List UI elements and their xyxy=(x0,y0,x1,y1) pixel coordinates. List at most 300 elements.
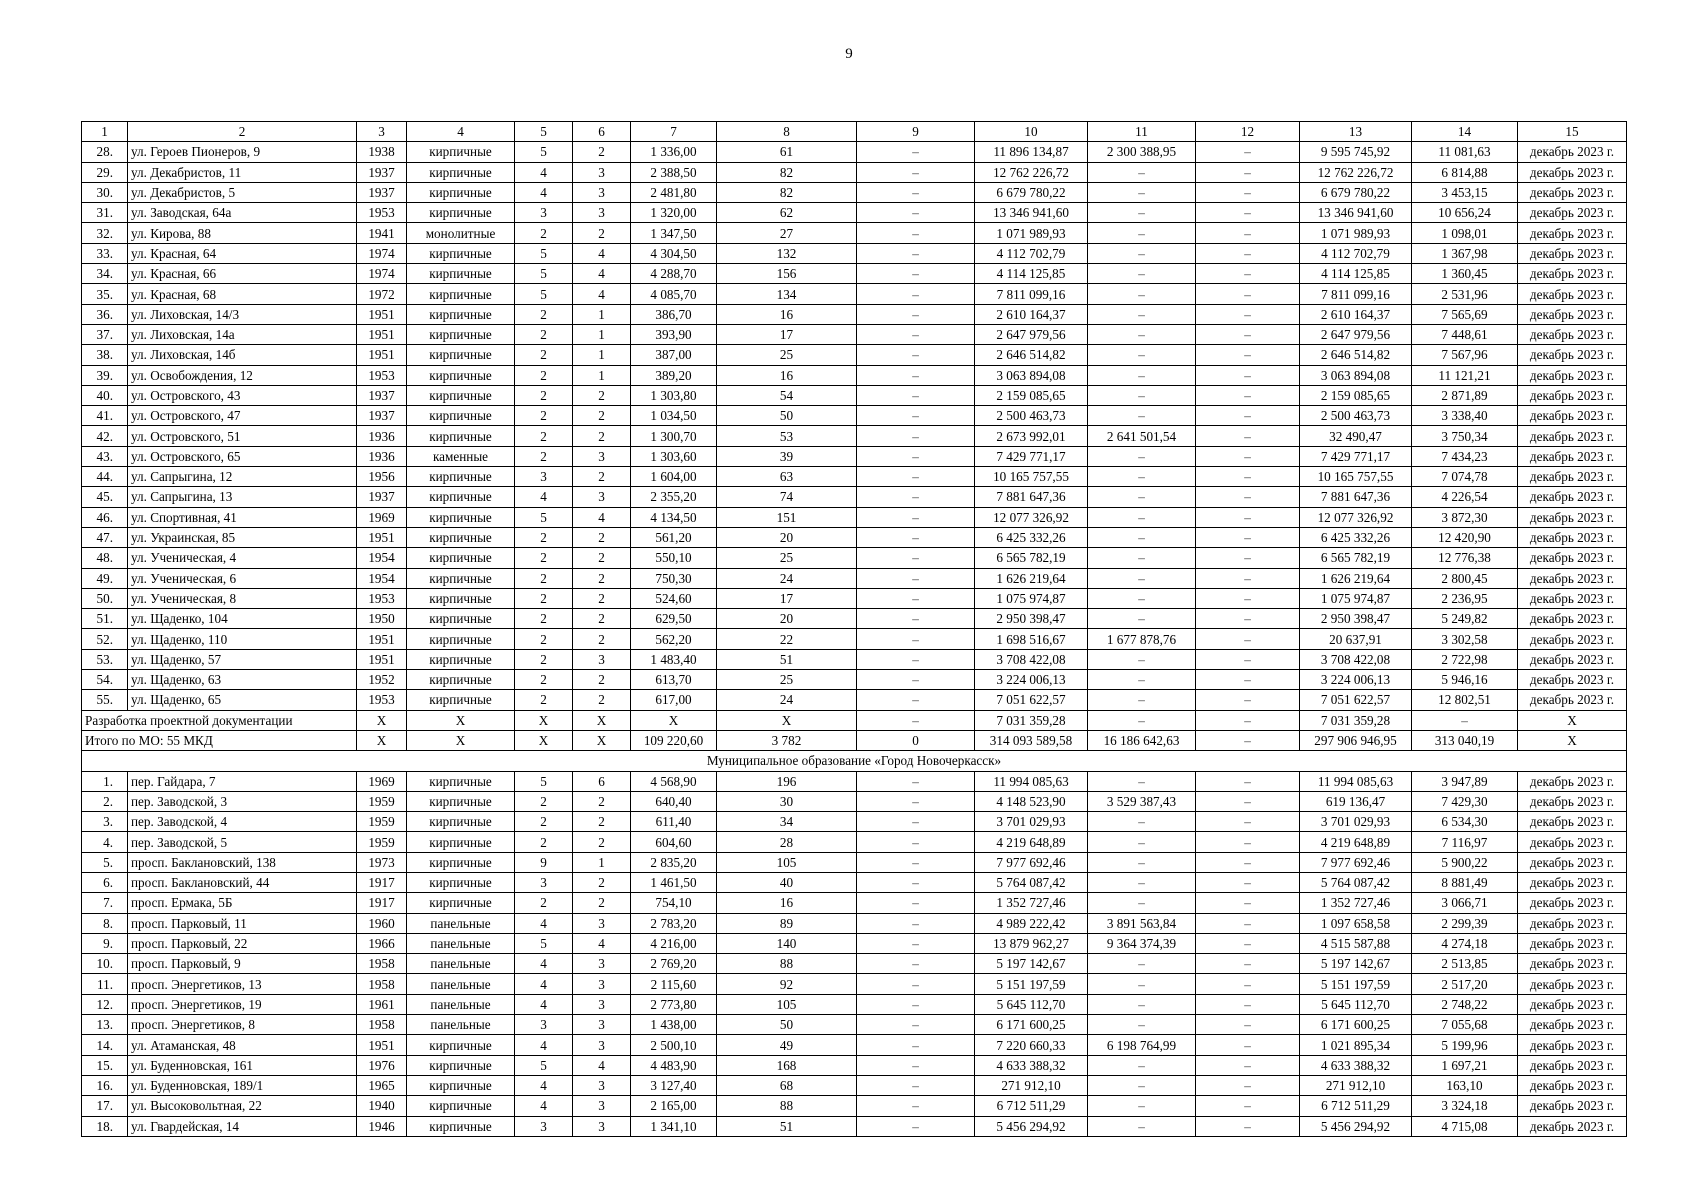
cell-c13: 3 701 029,93 xyxy=(1300,812,1412,832)
cell-area: 629,50 xyxy=(631,609,717,629)
cell-address: ул. Ученическая, 4 xyxy=(128,548,357,568)
cell-c9: – xyxy=(857,548,975,568)
column-number-header: 8 xyxy=(717,122,857,142)
table-row xyxy=(82,791,1627,811)
cell-deadline: декабрь 2023 г. xyxy=(1518,832,1627,852)
cell-material: кирпичные xyxy=(407,1075,515,1095)
cell-c13: 2 646 514,82 xyxy=(1300,345,1412,365)
cell-n: 51. xyxy=(82,609,128,629)
cell-deadline: декабрь 2023 г. xyxy=(1518,1055,1627,1075)
cell-floors: 2 xyxy=(515,812,573,832)
summary-cell: 109 220,60 xyxy=(631,730,717,750)
cell-c11: – xyxy=(1088,588,1196,608)
cell-floors: 2 xyxy=(515,223,573,243)
cell-cost: 2 647 979,56 xyxy=(975,324,1088,344)
cell-cost: 5 456 294,92 xyxy=(975,1116,1088,1136)
cell-deadline: декабрь 2023 г. xyxy=(1518,791,1627,811)
cell-year: 1960 xyxy=(357,913,407,933)
cell-c9: – xyxy=(857,142,975,162)
cell-c9: – xyxy=(857,365,975,385)
cell-residents: 62 xyxy=(717,203,857,223)
table-row xyxy=(82,832,1627,852)
cell-deadline: декабрь 2023 г. xyxy=(1518,507,1627,527)
cell-n: 31. xyxy=(82,203,128,223)
cell-c13: 5 764 087,42 xyxy=(1300,872,1412,892)
cell-area: 389,20 xyxy=(631,365,717,385)
cell-cost: 5 764 087,42 xyxy=(975,872,1088,892)
cell-year: 1976 xyxy=(357,1055,407,1075)
cell-cost: 4 148 523,90 xyxy=(975,791,1088,811)
cell-per-m2: 6 814,88 xyxy=(1412,162,1518,182)
cell-floors: 5 xyxy=(515,243,573,263)
cell-year: 1958 xyxy=(357,954,407,974)
cell-year: 1974 xyxy=(357,264,407,284)
cell-material: кирпичные xyxy=(407,182,515,202)
cell-address: ул. Спортивная, 41 xyxy=(128,507,357,527)
table-row xyxy=(82,629,1627,649)
cell-c9: – xyxy=(857,1035,975,1055)
cell-address: ул. Высоковольтная, 22 xyxy=(128,1096,357,1116)
cell-c13: 2 950 398,47 xyxy=(1300,609,1412,629)
cell-address: просп. Энергетиков, 8 xyxy=(128,1015,357,1035)
cell-entrances: 6 xyxy=(573,771,631,791)
cell-address: просп. Парковый, 22 xyxy=(128,933,357,953)
cell-n: 36. xyxy=(82,304,128,324)
cell-n: 9. xyxy=(82,933,128,953)
cell-c13: 12 077 326,92 xyxy=(1300,507,1412,527)
cell-c12: – xyxy=(1196,588,1300,608)
cell-year: 1951 xyxy=(357,629,407,649)
cell-c9: – xyxy=(857,812,975,832)
cell-address: просп. Парковый, 9 xyxy=(128,954,357,974)
cell-year: 1950 xyxy=(357,609,407,629)
cell-area: 613,70 xyxy=(631,670,717,690)
cell-area: 750,30 xyxy=(631,568,717,588)
cell-address: ул. Щаденко, 104 xyxy=(128,609,357,629)
cell-cost: 1 352 727,46 xyxy=(975,893,1088,913)
cell-n: 32. xyxy=(82,223,128,243)
summary-cell: – xyxy=(1196,710,1300,730)
cell-n: 10. xyxy=(82,954,128,974)
cell-c9: – xyxy=(857,527,975,547)
cell-floors: 4 xyxy=(515,954,573,974)
cell-c13: 6 565 782,19 xyxy=(1300,548,1412,568)
cell-per-m2: 1 098,01 xyxy=(1412,223,1518,243)
cell-material: панельные xyxy=(407,913,515,933)
cell-per-m2: 3 750,34 xyxy=(1412,426,1518,446)
cell-year: 1952 xyxy=(357,670,407,690)
column-number-header: 1 xyxy=(82,122,128,142)
cell-c9: – xyxy=(857,954,975,974)
cell-residents: 151 xyxy=(717,507,857,527)
cell-residents: 16 xyxy=(717,304,857,324)
cell-year: 1958 xyxy=(357,1015,407,1035)
cell-area: 2 355,20 xyxy=(631,487,717,507)
table-row xyxy=(82,345,1627,365)
cell-per-m2: 12 776,38 xyxy=(1412,548,1518,568)
cell-year: 1959 xyxy=(357,791,407,811)
cell-deadline: декабрь 2023 г. xyxy=(1518,812,1627,832)
cell-address: пер. Заводской, 3 xyxy=(128,791,357,811)
cell-cost: 13 879 962,27 xyxy=(975,933,1088,953)
cell-residents: 105 xyxy=(717,994,857,1014)
cell-per-m2: 12 802,51 xyxy=(1412,690,1518,710)
cell-deadline: декабрь 2023 г. xyxy=(1518,487,1627,507)
cell-c11: – xyxy=(1088,832,1196,852)
cell-per-m2: 5 946,16 xyxy=(1412,670,1518,690)
table-row xyxy=(82,284,1627,304)
cell-c13: 6 171 600,25 xyxy=(1300,1015,1412,1035)
cell-c12: – xyxy=(1196,771,1300,791)
cell-address: ул. Кирова, 88 xyxy=(128,223,357,243)
cell-residents: 49 xyxy=(717,1035,857,1055)
cell-address: ул. Щаденко, 63 xyxy=(128,670,357,690)
cell-c9: – xyxy=(857,1055,975,1075)
cell-area: 2 773,80 xyxy=(631,994,717,1014)
cell-deadline: декабрь 2023 г. xyxy=(1518,304,1627,324)
cell-material: кирпичные xyxy=(407,467,515,487)
cell-per-m2: 2 299,39 xyxy=(1412,913,1518,933)
cell-year: 1959 xyxy=(357,832,407,852)
cell-residents: 17 xyxy=(717,324,857,344)
cell-material: кирпичные xyxy=(407,670,515,690)
cell-material: кирпичные xyxy=(407,832,515,852)
table-row xyxy=(82,507,1627,527)
cell-floors: 2 xyxy=(515,629,573,649)
column-number-header: 6 xyxy=(573,122,631,142)
cell-n: 40. xyxy=(82,385,128,405)
cell-area: 640,40 xyxy=(631,791,717,811)
cell-area: 4 134,50 xyxy=(631,507,717,527)
cell-per-m2: 7 567,96 xyxy=(1412,345,1518,365)
cell-per-m2: 3 453,15 xyxy=(1412,182,1518,202)
cell-area: 1 034,50 xyxy=(631,406,717,426)
summary-cell: 16 186 642,63 xyxy=(1088,730,1196,750)
cell-c11: – xyxy=(1088,771,1196,791)
cell-per-m2: 2 748,22 xyxy=(1412,994,1518,1014)
cell-year: 1959 xyxy=(357,812,407,832)
cell-cost: 7 881 647,36 xyxy=(975,487,1088,507)
cell-address: ул. Красная, 66 xyxy=(128,264,357,284)
cell-c11: – xyxy=(1088,182,1196,202)
cell-entrances: 4 xyxy=(573,284,631,304)
cell-material: кирпичные xyxy=(407,527,515,547)
cell-c13: 3 063 894,08 xyxy=(1300,365,1412,385)
cell-c11: – xyxy=(1088,507,1196,527)
cell-floors: 3 xyxy=(515,872,573,892)
cell-area: 2 165,00 xyxy=(631,1096,717,1116)
page-number: 9 xyxy=(845,46,853,62)
table-row xyxy=(82,365,1627,385)
cell-entrances: 2 xyxy=(573,791,631,811)
cell-entrances: 1 xyxy=(573,324,631,344)
cell-c12: – xyxy=(1196,893,1300,913)
cell-floors: 2 xyxy=(515,609,573,629)
cell-floors: 5 xyxy=(515,284,573,304)
cell-c9: – xyxy=(857,426,975,446)
cell-c9: – xyxy=(857,974,975,994)
cell-cost: 6 171 600,25 xyxy=(975,1015,1088,1035)
cell-n: 12. xyxy=(82,994,128,1014)
cell-entrances: 3 xyxy=(573,446,631,466)
cell-per-m2: 11 121,21 xyxy=(1412,365,1518,385)
cell-c13: 20 637,91 xyxy=(1300,629,1412,649)
cell-c12: – xyxy=(1196,670,1300,690)
cell-residents: 25 xyxy=(717,345,857,365)
cell-c9: – xyxy=(857,385,975,405)
cell-cost: 4 219 648,89 xyxy=(975,832,1088,852)
cell-cost: 7 051 622,57 xyxy=(975,690,1088,710)
table-row xyxy=(82,812,1627,832)
cell-c11: – xyxy=(1088,345,1196,365)
cell-c11: – xyxy=(1088,1116,1196,1136)
cell-cost: 4 114 125,85 xyxy=(975,264,1088,284)
cell-floors: 2 xyxy=(515,527,573,547)
cell-material: кирпичные xyxy=(407,264,515,284)
table-row xyxy=(82,142,1627,162)
cell-residents: 88 xyxy=(717,1096,857,1116)
cell-per-m2: 5 249,82 xyxy=(1412,609,1518,629)
cell-floors: 2 xyxy=(515,385,573,405)
cell-residents: 17 xyxy=(717,588,857,608)
cell-deadline: декабрь 2023 г. xyxy=(1518,223,1627,243)
table-row xyxy=(82,1035,1627,1055)
cell-c11: – xyxy=(1088,446,1196,466)
cell-c12: – xyxy=(1196,487,1300,507)
cell-c11: – xyxy=(1088,1055,1196,1075)
cell-c12: – xyxy=(1196,629,1300,649)
cell-c12: – xyxy=(1196,974,1300,994)
cell-c13: 1 097 658,58 xyxy=(1300,913,1412,933)
cell-deadline: декабрь 2023 г. xyxy=(1518,1015,1627,1035)
cell-residents: 82 xyxy=(717,182,857,202)
cell-area: 2 783,20 xyxy=(631,913,717,933)
cell-deadline: декабрь 2023 г. xyxy=(1518,588,1627,608)
cell-material: кирпичные xyxy=(407,812,515,832)
cell-per-m2: 1 697,21 xyxy=(1412,1055,1518,1075)
cell-year: 1937 xyxy=(357,385,407,405)
cell-year: 1953 xyxy=(357,690,407,710)
cell-n: 7. xyxy=(82,893,128,913)
cell-n: 48. xyxy=(82,548,128,568)
cell-entrances: 3 xyxy=(573,974,631,994)
cell-c13: 1 626 219,64 xyxy=(1300,568,1412,588)
cell-material: кирпичные xyxy=(407,1116,515,1136)
cell-residents: 156 xyxy=(717,264,857,284)
cell-floors: 2 xyxy=(515,345,573,365)
cell-per-m2: 5 900,22 xyxy=(1412,852,1518,872)
summary-cell: X xyxy=(357,710,407,730)
cell-floors: 2 xyxy=(515,324,573,344)
cell-year: 1972 xyxy=(357,284,407,304)
cell-per-m2: 4 274,18 xyxy=(1412,933,1518,953)
cell-c13: 5 645 112,70 xyxy=(1300,994,1412,1014)
cell-floors: 5 xyxy=(515,264,573,284)
cell-cost: 6 565 782,19 xyxy=(975,548,1088,568)
cell-n: 44. xyxy=(82,467,128,487)
cell-deadline: декабрь 2023 г. xyxy=(1518,365,1627,385)
cell-address: ул. Гвардейская, 14 xyxy=(128,1116,357,1136)
cell-address: просп. Баклановский, 44 xyxy=(128,872,357,892)
cell-c12: – xyxy=(1196,872,1300,892)
cell-address: ул. Декабристов, 5 xyxy=(128,182,357,202)
cell-material: монолитные xyxy=(407,223,515,243)
cell-per-m2: 10 656,24 xyxy=(1412,203,1518,223)
cell-c9: – xyxy=(857,284,975,304)
cell-floors: 3 xyxy=(515,203,573,223)
cell-per-m2: 1 367,98 xyxy=(1412,243,1518,263)
cell-material: кирпичные xyxy=(407,162,515,182)
table-row xyxy=(82,304,1627,324)
cell-deadline: декабрь 2023 г. xyxy=(1518,771,1627,791)
cell-deadline: декабрь 2023 г. xyxy=(1518,1035,1627,1055)
cell-c9: – xyxy=(857,507,975,527)
summary-cell: X xyxy=(515,730,573,750)
cell-c13: 4 114 125,85 xyxy=(1300,264,1412,284)
cell-year: 1951 xyxy=(357,1035,407,1055)
cell-c11: – xyxy=(1088,264,1196,284)
cell-per-m2: 3 872,30 xyxy=(1412,507,1518,527)
column-number-header: 15 xyxy=(1518,122,1627,142)
cell-deadline: декабрь 2023 г. xyxy=(1518,609,1627,629)
total-row xyxy=(82,730,1627,750)
cell-c13: 4 112 702,79 xyxy=(1300,243,1412,263)
cell-c11: – xyxy=(1088,548,1196,568)
cell-material: кирпичные xyxy=(407,1055,515,1075)
cell-residents: 89 xyxy=(717,913,857,933)
cell-entrances: 3 xyxy=(573,487,631,507)
cell-residents: 53 xyxy=(717,426,857,446)
cell-residents: 92 xyxy=(717,974,857,994)
cell-year: 1951 xyxy=(357,345,407,365)
table-row xyxy=(82,406,1627,426)
cell-per-m2: 2 800,45 xyxy=(1412,568,1518,588)
table-row xyxy=(82,162,1627,182)
cell-c9: – xyxy=(857,406,975,426)
summary-cell: 314 093 589,58 xyxy=(975,730,1088,750)
cell-c12: – xyxy=(1196,933,1300,953)
cell-c9: – xyxy=(857,324,975,344)
summary-cell: 7 031 359,28 xyxy=(1300,710,1412,730)
cell-per-m2: 2 236,95 xyxy=(1412,588,1518,608)
cell-residents: 22 xyxy=(717,629,857,649)
cell-deadline: декабрь 2023 г. xyxy=(1518,142,1627,162)
cell-c11: – xyxy=(1088,954,1196,974)
cell-year: 1956 xyxy=(357,467,407,487)
cell-residents: 25 xyxy=(717,670,857,690)
cell-c9: – xyxy=(857,264,975,284)
cell-c11: 3 891 563,84 xyxy=(1088,913,1196,933)
cell-c12: – xyxy=(1196,243,1300,263)
table-body xyxy=(82,122,1627,1137)
cell-cost: 2 646 514,82 xyxy=(975,345,1088,365)
cell-c11: 1 677 878,76 xyxy=(1088,629,1196,649)
cell-residents: 61 xyxy=(717,142,857,162)
cell-area: 1 438,00 xyxy=(631,1015,717,1035)
cell-c11: – xyxy=(1088,649,1196,669)
summary-cell: 7 031 359,28 xyxy=(975,710,1088,730)
cell-c13: 13 346 941,60 xyxy=(1300,203,1412,223)
cell-c12: – xyxy=(1196,832,1300,852)
cell-per-m2: 2 722,98 xyxy=(1412,649,1518,669)
cell-area: 1 303,80 xyxy=(631,385,717,405)
cell-cost: 1 075 974,87 xyxy=(975,588,1088,608)
cell-n: 8. xyxy=(82,913,128,933)
cell-residents: 68 xyxy=(717,1075,857,1095)
cell-address: просп. Парковый, 11 xyxy=(128,913,357,933)
cell-n: 15. xyxy=(82,1055,128,1075)
cell-cost: 4 112 702,79 xyxy=(975,243,1088,263)
column-number-header: 9 xyxy=(857,122,975,142)
cell-material: кирпичные xyxy=(407,893,515,913)
cell-per-m2: 1 360,45 xyxy=(1412,264,1518,284)
cell-deadline: декабрь 2023 г. xyxy=(1518,467,1627,487)
cell-per-m2: 11 081,63 xyxy=(1412,142,1518,162)
cell-deadline: декабрь 2023 г. xyxy=(1518,933,1627,953)
cell-n: 13. xyxy=(82,1015,128,1035)
cell-area: 4 304,50 xyxy=(631,243,717,263)
cell-per-m2: 7 055,68 xyxy=(1412,1015,1518,1035)
cell-c13: 7 881 647,36 xyxy=(1300,487,1412,507)
cell-cost: 7 220 660,33 xyxy=(975,1035,1088,1055)
cell-year: 1973 xyxy=(357,852,407,872)
cell-cost: 6 679 780,22 xyxy=(975,182,1088,202)
cell-c9: – xyxy=(857,609,975,629)
table-row xyxy=(82,1055,1627,1075)
cell-entrances: 2 xyxy=(573,609,631,629)
cell-c12: – xyxy=(1196,162,1300,182)
cell-entrances: 2 xyxy=(573,223,631,243)
cell-area: 1 300,70 xyxy=(631,426,717,446)
cell-address: просп. Баклановский, 138 xyxy=(128,852,357,872)
cell-floors: 2 xyxy=(515,893,573,913)
cell-area: 611,40 xyxy=(631,812,717,832)
cell-c13: 1 021 895,34 xyxy=(1300,1035,1412,1055)
summary-cell: 313 040,19 xyxy=(1412,730,1518,750)
cell-c12: – xyxy=(1196,527,1300,547)
cell-c9: – xyxy=(857,182,975,202)
cell-floors: 2 xyxy=(515,304,573,324)
cell-year: 1953 xyxy=(357,588,407,608)
cell-material: кирпичные xyxy=(407,649,515,669)
table-row xyxy=(82,933,1627,953)
table-row xyxy=(82,588,1627,608)
cell-deadline: декабрь 2023 г. xyxy=(1518,1096,1627,1116)
cell-per-m2: 3 338,40 xyxy=(1412,406,1518,426)
cell-c13: 6 679 780,22 xyxy=(1300,182,1412,202)
cell-material: панельные xyxy=(407,974,515,994)
cell-c13: 2 610 164,37 xyxy=(1300,304,1412,324)
cell-material: кирпичные xyxy=(407,1096,515,1116)
cell-c12: – xyxy=(1196,1035,1300,1055)
cell-year: 1940 xyxy=(357,1096,407,1116)
cell-cost: 13 346 941,60 xyxy=(975,203,1088,223)
cell-n: 33. xyxy=(82,243,128,263)
cell-address: ул. Освобождения, 12 xyxy=(128,365,357,385)
cell-entrances: 3 xyxy=(573,649,631,669)
cell-residents: 54 xyxy=(717,385,857,405)
cell-c12: – xyxy=(1196,812,1300,832)
cell-per-m2: 7 448,61 xyxy=(1412,324,1518,344)
cell-c13: 32 490,47 xyxy=(1300,426,1412,446)
table-row xyxy=(82,568,1627,588)
cell-n: 45. xyxy=(82,487,128,507)
summary-cell: X xyxy=(1518,730,1627,750)
cell-c12: – xyxy=(1196,1055,1300,1075)
cell-c9: – xyxy=(857,670,975,690)
table-row xyxy=(82,1015,1627,1035)
cell-area: 604,60 xyxy=(631,832,717,852)
